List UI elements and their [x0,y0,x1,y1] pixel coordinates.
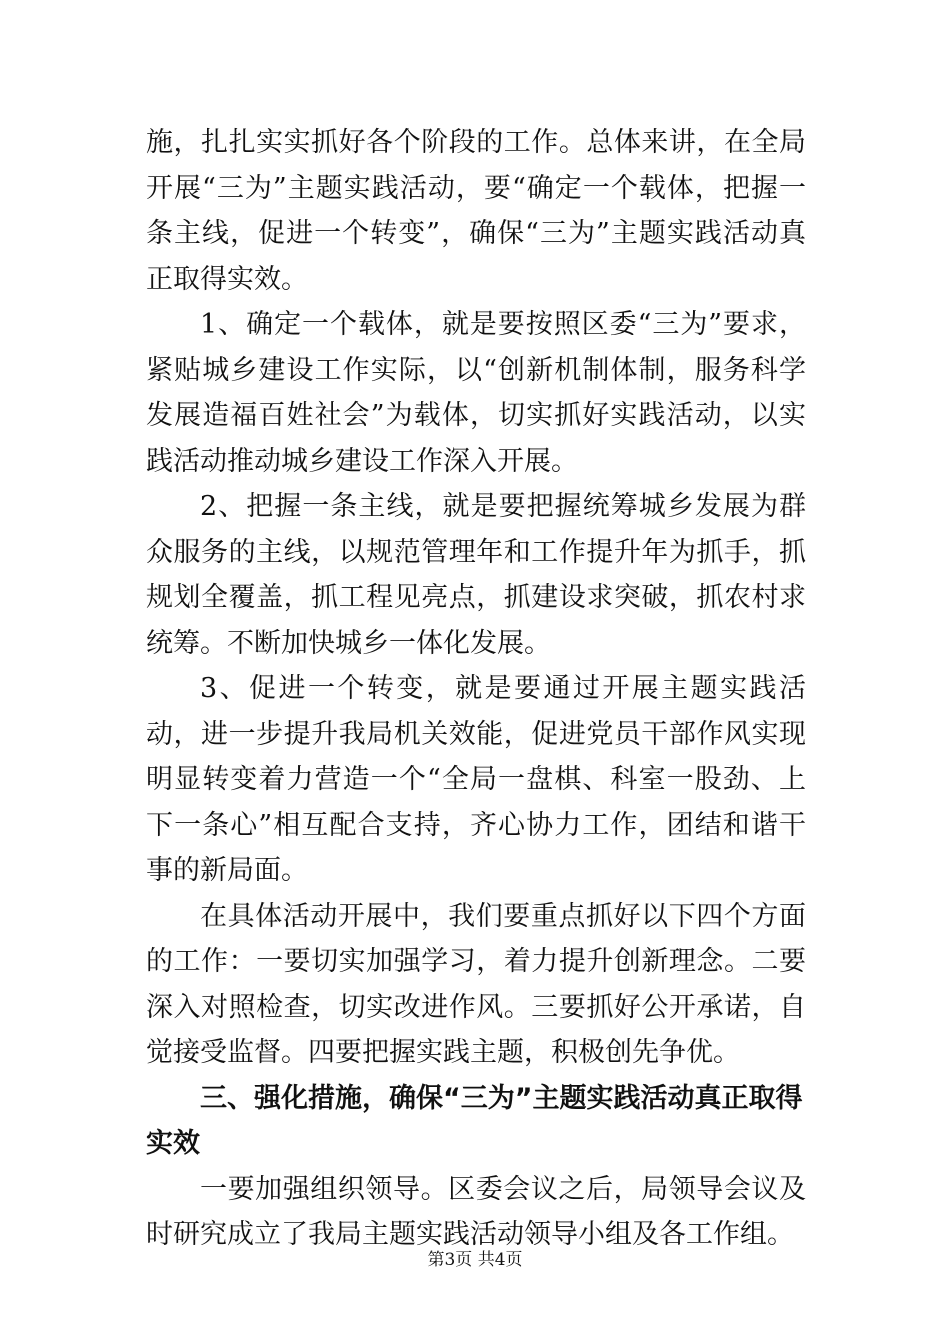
paragraph-carrier: 1、确定一个载体，就是要按照区委“三为”要求，紧贴城乡建设工作实际，以“创新机制体制，服务科学发展造福百姓社会”为载体，切实抓好实践活动，以实践活动推动城乡建设工作深入开展。 [146,309,806,477]
paragraph-four-aspects: 在具体活动开展中，我们要重点抓好以下四个方面的工作：一要切实加强学习，着力提升创新理念。二要深入对照检查，切实改进作风。三要抓好公开承诺，自觉接受监督。四要把握实践主题，积极创先争优。 [146,900,806,1068]
paragraph-transformation: 3、促进一个转变，就是要通过开展主题实践活动，进一步提升我局机关效能，促进党员干部作风实现明显转变着力营造一个“全局一盘棋、科室一股劲、上下一条心”相互配合支持，齐心协力工作，团结和谐干事的新局面。 [146,673,806,886]
paragraph-main-line: 2、把握一条主线，就是要把握统筹城乡发展为群众服务的主线，以规范管理年和工作提升年为抓手，抓规划全覆盖，抓工程见亮点，抓建设求突破，抓农村求统筹。不断加快城乡一体化发展。 [146,491,806,659]
section-heading: 三、强化措施，确保“三为”主题实践活动真正取得实效 [146,1082,803,1159]
paragraph-continuation: 施，扎扎实实抓好各个阶段的工作。总体来讲，在全局开展“三为”主题实践活动，要“确定一个载体，把握一条主线，促进一个转变”，确保“三为”主题实践活动真正取得实效。 [146,127,806,295]
paragraph-organization: 一要加强组织领导。区委会议之后，局领导会议及时研究成立了我局主题实践活动领导小组及各工作组。 [146,1173,806,1250]
page-number-footer: 第3页 共4页 [427,1250,523,1270]
document-body [146,120,806,1258]
